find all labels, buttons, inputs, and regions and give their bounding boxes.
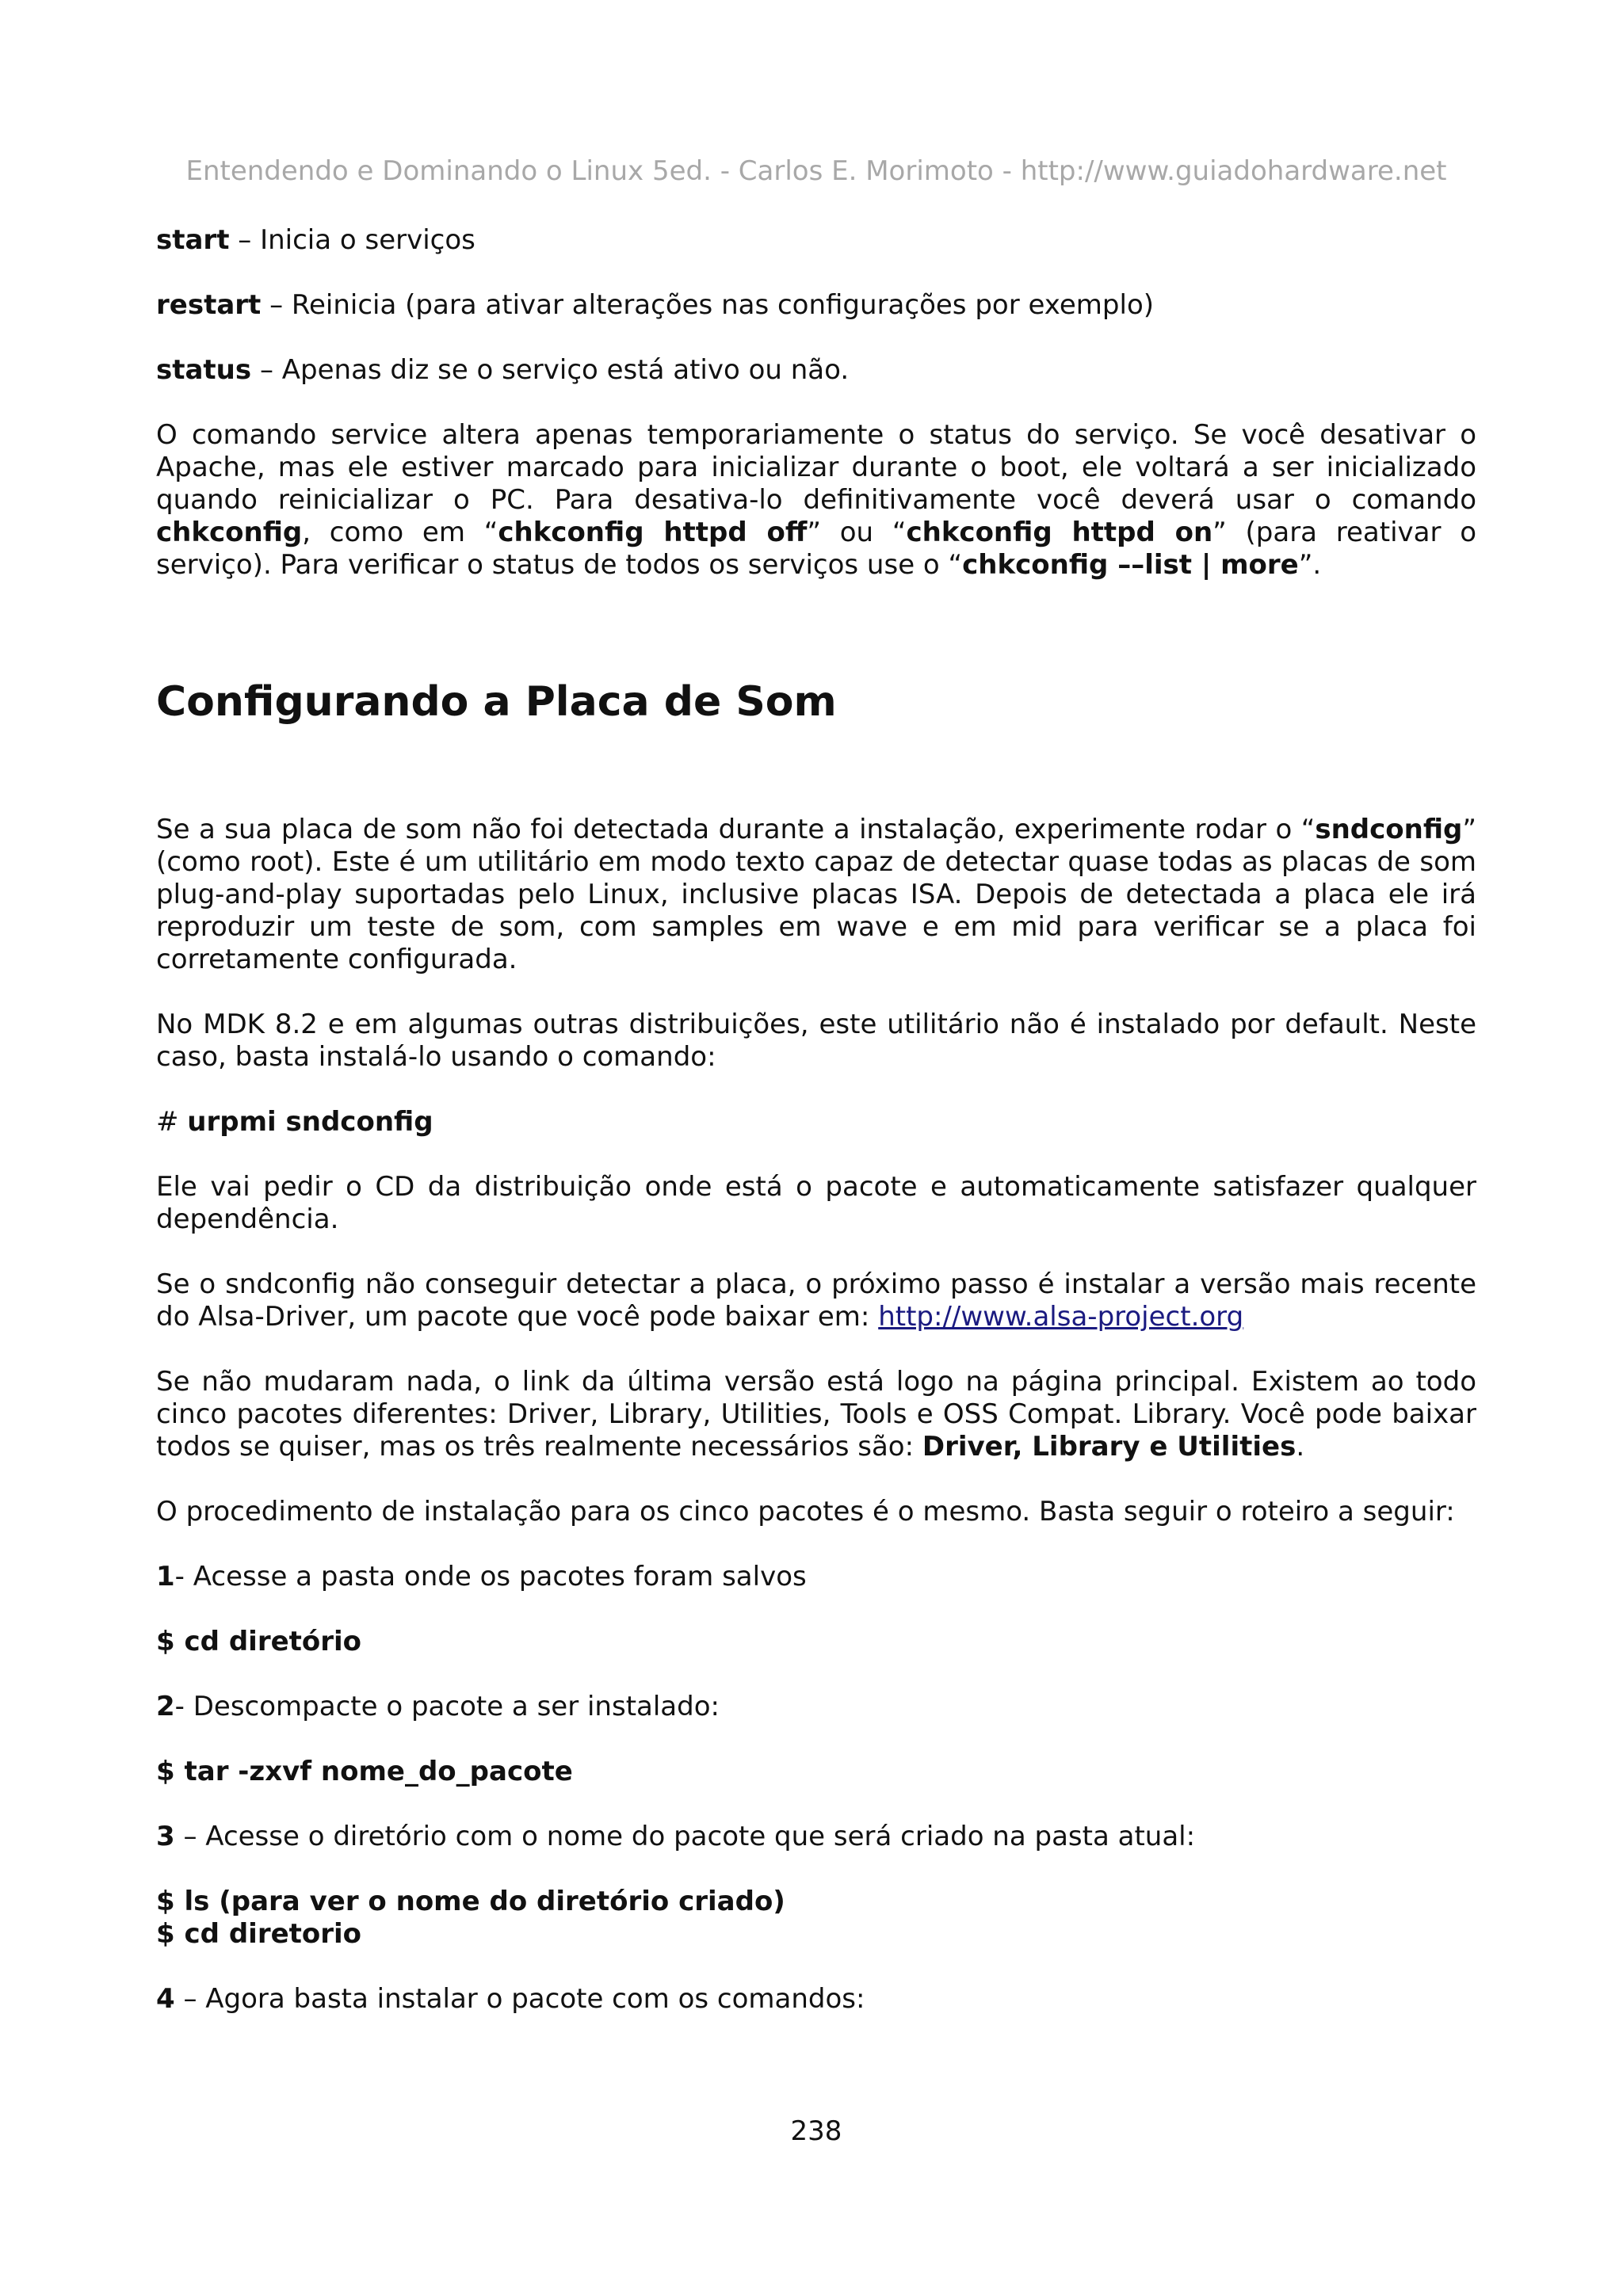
cd-paragraph: Ele vai pedir o CD da distribuição onde está o pacote e automaticamente satisfazer qualquer dependência. (156, 1171, 1476, 1235)
sndconfig-paragraph: Se a sua placa de som não foi detectada durante a instalação, experimente rodar o “sndconfig” (como root). Este é um utilitário em modo texto capaz de detectar quase todas as placas de som plug-and-play suportadas pelo Linux, inclusive placas ISA. Depois de detectada a placa ele irá reproduzir um teste de som, com samples em wave e em mid para verificar se a placa foi corretamente configurada. (156, 814, 1476, 975)
option-restart (156, 289, 1476, 322)
step-4: 4 – Agora basta instalar o pacote com os comandos: (156, 1983, 865, 2015)
option-start (156, 224, 1476, 257)
step-2-command: $ tar -zxvf nome_do_pacote (156, 1756, 573, 1787)
service-paragraph: O comando service altera apenas temporariamente o status do serviço. Se você desativar o Apache, mas ele estiver marcado para inicializar durante o boot, ele voltará a ser inicializado quando reinicializar o PC. Para desativa-lo definitivamente você deverá usar o comando chkconfig, como em “chkconfig httpd off” ou “chkconfig httpd on” (para reativar o serviço). Para verificar o status de todos os serviços use o “chkconfig ––list | more”. (156, 419, 1476, 581)
alsa-project-link[interactable]: http://www.alsa-project.org (878, 1301, 1244, 1333)
alsa-paragraph: Se o sndconfig não conseguir detectar a placa, o próximo passo é instalar a versão mais recente do Alsa-Driver, um pacote que você pode baixar em: http://www.alsa-project.org (156, 1268, 1476, 1333)
step-2: 2- Descompacte o pacote a ser instalado: (156, 1691, 720, 1722)
urpmi-command: # urpmi sndconfig (156, 1106, 433, 1138)
step-1: 1- Acesse a pasta onde os pacotes foram salvos (156, 1561, 807, 1592)
option-desc: – Inicia o serviços (229, 224, 475, 256)
option-term: restart (156, 289, 262, 321)
option-desc: – Apenas diz se o serviço está ativo ou não. (251, 354, 850, 386)
option-desc: – Reinicia (para ativar alterações nas configurações por exemplo) (261, 289, 1155, 321)
document-page (156, 0, 1476, 2296)
option-status (156, 354, 1476, 387)
section-heading: Configurando a Placa de Som (156, 678, 837, 726)
running-header: Entendendo e Dominando o Linux 5ed. - Carlos E. Morimoto - http://www.guiadohardware.net (185, 155, 1447, 187)
step-1-command: $ cd diretório (156, 1626, 362, 1657)
mdk-paragraph: No MDK 8.2 e em algumas outras distribuições, este utilitário não é instalado por default. Neste caso, basta instalá-lo usando o comando: (156, 1009, 1476, 1073)
page-content (156, 224, 1476, 2048)
step-3-command: $ ls (para ver o nome do diretório criado) (156, 1886, 785, 1917)
option-term: status (156, 354, 252, 386)
procedure-paragraph: O procedimento de instalação para os cinco pacotes é o mesmo. Basta seguir o roteiro a seguir: (156, 1496, 1455, 1527)
page-number: 238 (790, 2115, 842, 2147)
option-term: start (156, 224, 230, 256)
step-3: 3 – Acesse o diretório com o nome do pacote que será criado na pasta atual: (156, 1821, 1196, 1852)
packages-paragraph: Se não mudaram nada, o link da última versão está logo na página principal. Existem ao todo cinco pacotes diferentes: Driver, Library, Utilities, Tools e OSS Compat. Library. Você pode baixar todos se quiser, mas os três realmente necessários são: Driver, Library e Utilities. (156, 1366, 1476, 1463)
step-3-command: $ cd diretorio (156, 1918, 362, 1950)
